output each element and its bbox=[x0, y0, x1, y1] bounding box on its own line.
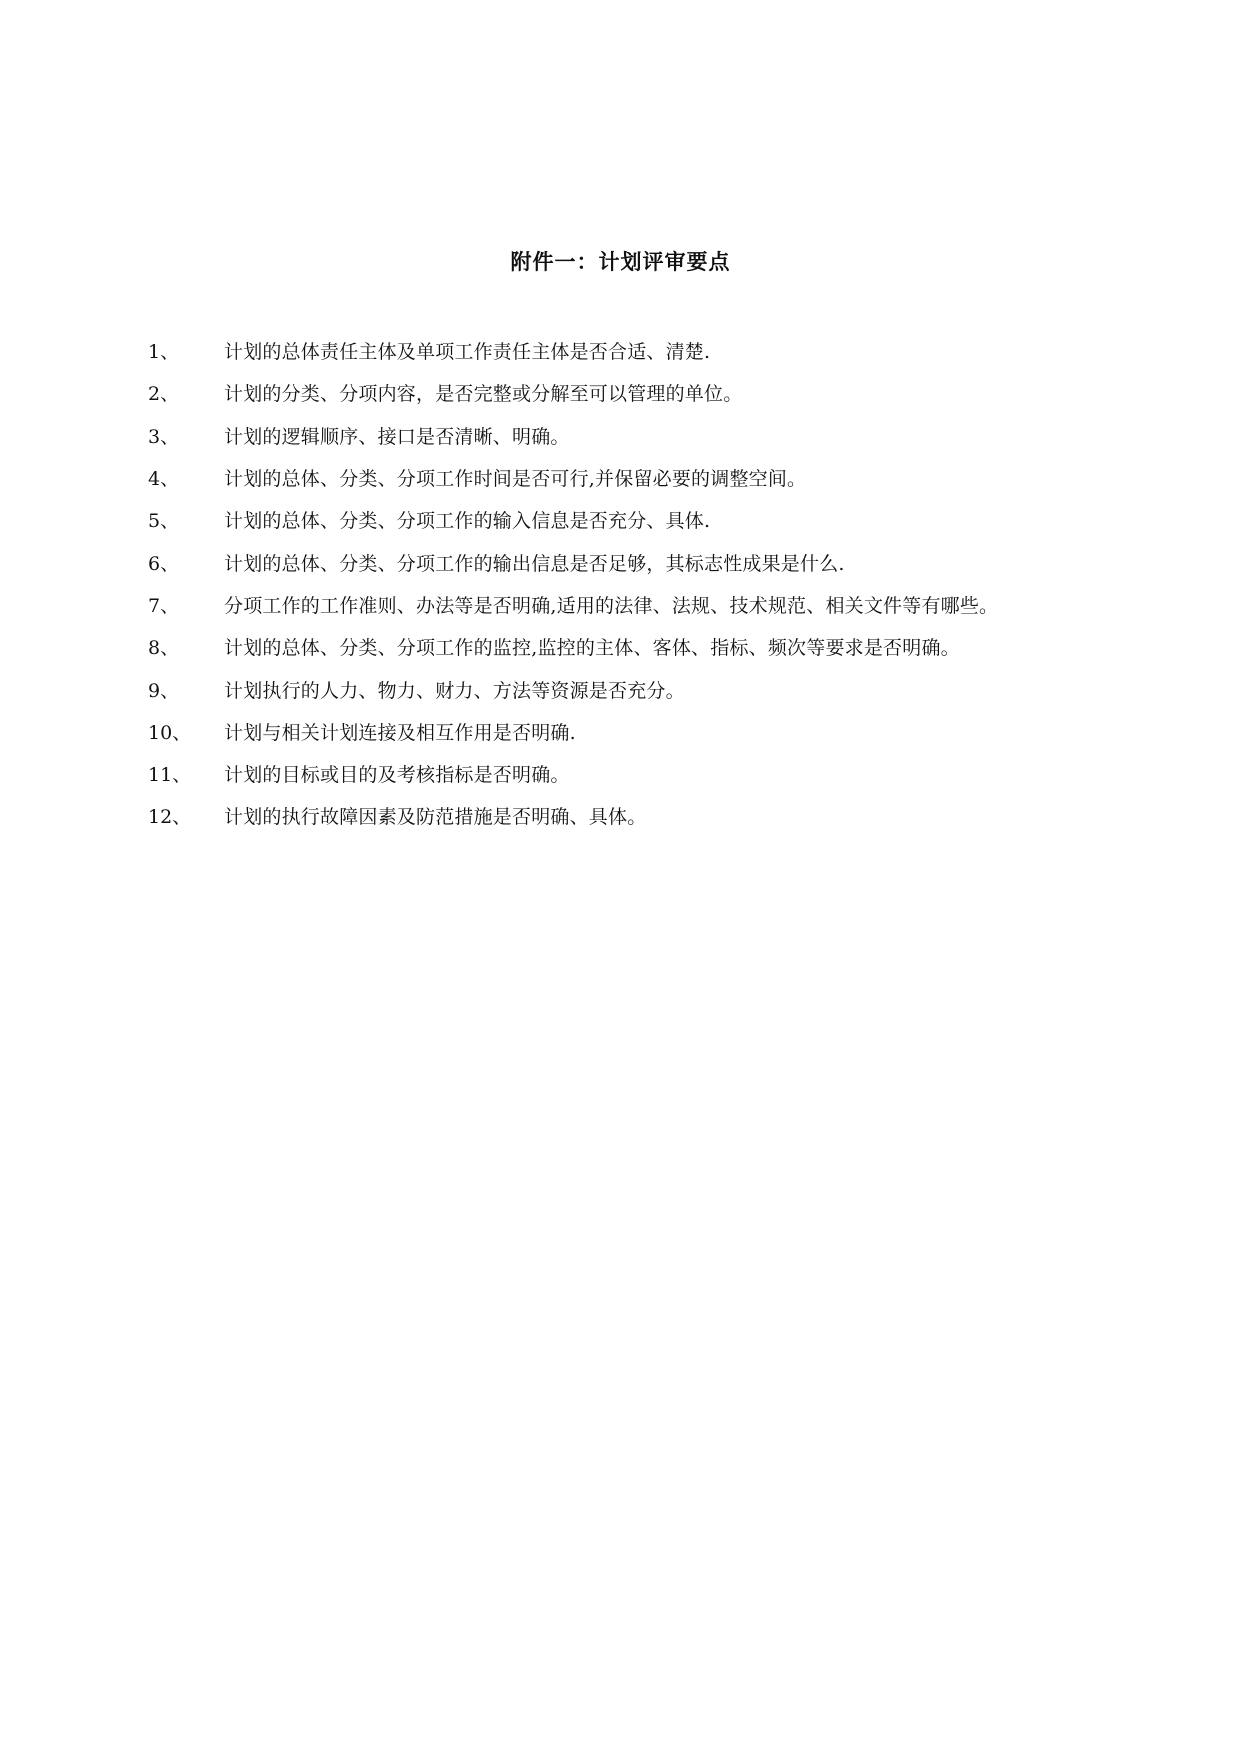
list-item bbox=[148, 585, 1128, 627]
review-points-list bbox=[148, 331, 1128, 839]
item-text: 计划的总体责任主体及单项工作责任主体是否合适、清楚. bbox=[224, 341, 711, 364]
list-item bbox=[148, 542, 1128, 584]
item-text: 计划的总体、分类、分项工作的输入信息是否充分、具体. bbox=[224, 510, 711, 533]
item-text: 计划的执行故障因素及防范措施是否明确、具体。 bbox=[224, 806, 647, 829]
item-text: 计划与相关计划连接及相互作用是否明确. bbox=[224, 721, 576, 744]
item-number: 4、 bbox=[148, 468, 180, 491]
item-text: 计划的总体、分类、分项工作的输出信息是否足够，其标志性成果是什么. bbox=[224, 552, 845, 575]
item-text: 计划执行的人力、物力、财力、方法等资源是否充分。 bbox=[224, 679, 685, 702]
item-number: 9、 bbox=[148, 679, 180, 702]
list-item bbox=[148, 416, 1128, 458]
list-item bbox=[148, 754, 1128, 796]
item-text: 分项工作的工作准则、办法等是否明确,适用的法律、法规、技术规范、相关文件等有哪些。 bbox=[224, 594, 999, 617]
list-item bbox=[148, 331, 1128, 373]
list-item bbox=[148, 669, 1128, 711]
item-number: 5、 bbox=[148, 510, 180, 533]
item-number: 12、 bbox=[148, 806, 192, 829]
item-text: 计划的总体、分类、分项工作的监控,监控的主体、客体、指标、频次等要求是否明确。 bbox=[224, 637, 960, 660]
list-item bbox=[148, 796, 1128, 838]
item-number: 1、 bbox=[148, 341, 180, 364]
list-item bbox=[148, 458, 1128, 500]
item-number: 7、 bbox=[148, 594, 180, 617]
item-number: 11、 bbox=[148, 764, 192, 787]
list-item bbox=[148, 373, 1128, 415]
list-item bbox=[148, 500, 1128, 542]
item-number: 6、 bbox=[148, 552, 180, 575]
item-text: 计划的分类、分项内容，是否完整或分解至可以管理的单位。 bbox=[224, 383, 743, 406]
item-number: 10、 bbox=[148, 721, 192, 744]
list-item bbox=[148, 627, 1128, 669]
item-number: 8、 bbox=[148, 637, 180, 660]
item-text: 计划的逻辑顺序、接口是否清晰、明确。 bbox=[224, 425, 570, 448]
item-number: 2、 bbox=[148, 383, 180, 406]
item-number: 3、 bbox=[148, 425, 180, 448]
item-text: 计划的总体、分类、分项工作时间是否可行,并保留必要的调整空间。 bbox=[224, 468, 807, 491]
item-text: 计划的目标或目的及考核指标是否明确。 bbox=[224, 764, 570, 787]
list-item bbox=[148, 712, 1128, 754]
document-title: 附件一：计划评审要点 bbox=[510, 250, 731, 274]
